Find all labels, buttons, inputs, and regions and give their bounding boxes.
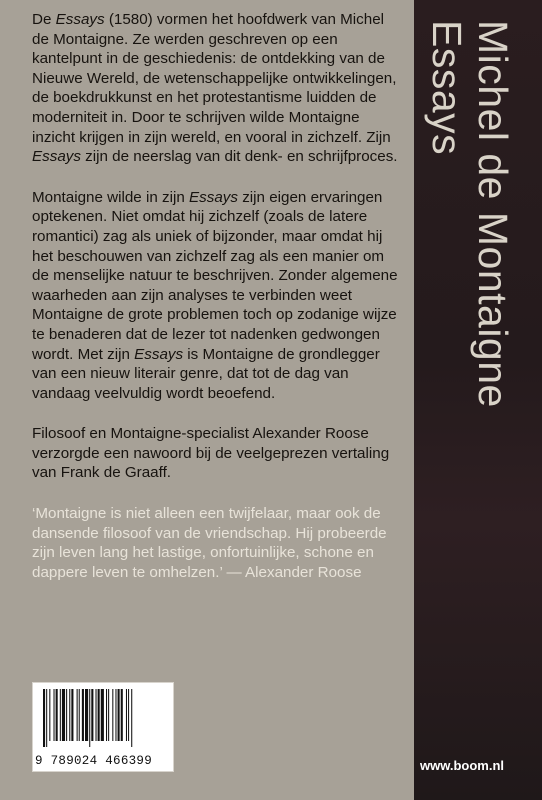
barcode-bar (79, 689, 80, 741)
barcode-bar (121, 689, 123, 741)
barcode-bar (54, 689, 55, 741)
barcode-bar (69, 689, 70, 741)
barcode-bar (66, 689, 67, 741)
barcode-bar (49, 689, 50, 741)
barcode-bar (112, 689, 113, 741)
barcode-bar (126, 689, 127, 741)
blurb-paragraph-3: Filosoof en Montaigne-specialist Alexander Roose verzorgde een nawoord bij de veelgeprezen vertaling van Frank de Graaff. (32, 425, 390, 482)
barcode-bar (108, 689, 109, 741)
isbn-number: 9 789024 466399 (35, 754, 153, 768)
barcode-bar (91, 689, 93, 741)
barcode-bar (118, 689, 120, 741)
barcode-bar (96, 689, 97, 741)
blurb-text (32, 10, 404, 603)
blurb-paragraph-2: Montaigne wilde in zijn Essays zijn eigen ervaringen optekenen. Niet omdat hij zichzelf (zoals de latere romantici) zag als uniek of bijzonder, maar omdat hij het beschouwen van zichzelf zag als een manier om de menselijke natuur te beschrijven. Zonder algemene waarheden aan zijn analyses te verbinden weet Montaigne de grote problemen toch op zodanige wijze te benaderen dat de lezer tot nadenken gedwongen wordt. Met zijn Essays is Montaigne de grondlegger van een nieuw literair genre, dat tot de dag van vandaag veelvuldig wordt beoefend. (32, 188, 398, 402)
barcode-bar (46, 689, 47, 747)
barcode-bar (128, 689, 129, 741)
barcode-bar (60, 689, 61, 741)
barcode-bar (43, 689, 45, 747)
publisher-url: www.boom.nl (420, 758, 505, 773)
barcode-bar (77, 689, 78, 741)
author-name: Michel de Montaigne (470, 20, 516, 408)
review-quote: ‘Montaigne is niet alleen een twijfelaar, maar ook de dansende filosoof van de vriendschap. Hij probeerde zijn leven lang het lastige, onfortuinlijke, schone en dappere leven te omhelzen.’ — Alexander Roose (32, 505, 387, 581)
barcode-bar (106, 689, 107, 741)
barcode-bar (101, 689, 104, 741)
barcode-bar (85, 689, 88, 741)
book-title: Essays (424, 20, 470, 156)
barcode-bar (62, 689, 65, 741)
barcode-bar (56, 689, 58, 741)
barcode-bars (41, 689, 165, 747)
isbn-barcode (32, 682, 174, 772)
spine-title (424, 20, 516, 480)
barcode-bar (82, 689, 84, 741)
barcode-bar (131, 689, 132, 747)
blurb-paragraph-1: De Essays (1580) vormen het hoofdwerk van Michel de Montaigne. Ze werden geschreven op een kantelpunt in de geschiedenis: de ontdekking van de Nieuwe Wereld, de wetenschappelijke ontwikkelingen, de boekdrukkunst en het protestantisme luidden de moderniteit in. Door te schrijven wilde Montaigne inzicht krijgen in zijn wereld, en vooral in zichzelf. Zijn Essays zijn de neerslag van dit denk- en schrijfproces. (32, 11, 398, 166)
barcode-bar (71, 689, 73, 741)
barcode-bar (98, 689, 100, 741)
barcode-bar (115, 689, 116, 741)
barcode-bar (89, 689, 90, 747)
